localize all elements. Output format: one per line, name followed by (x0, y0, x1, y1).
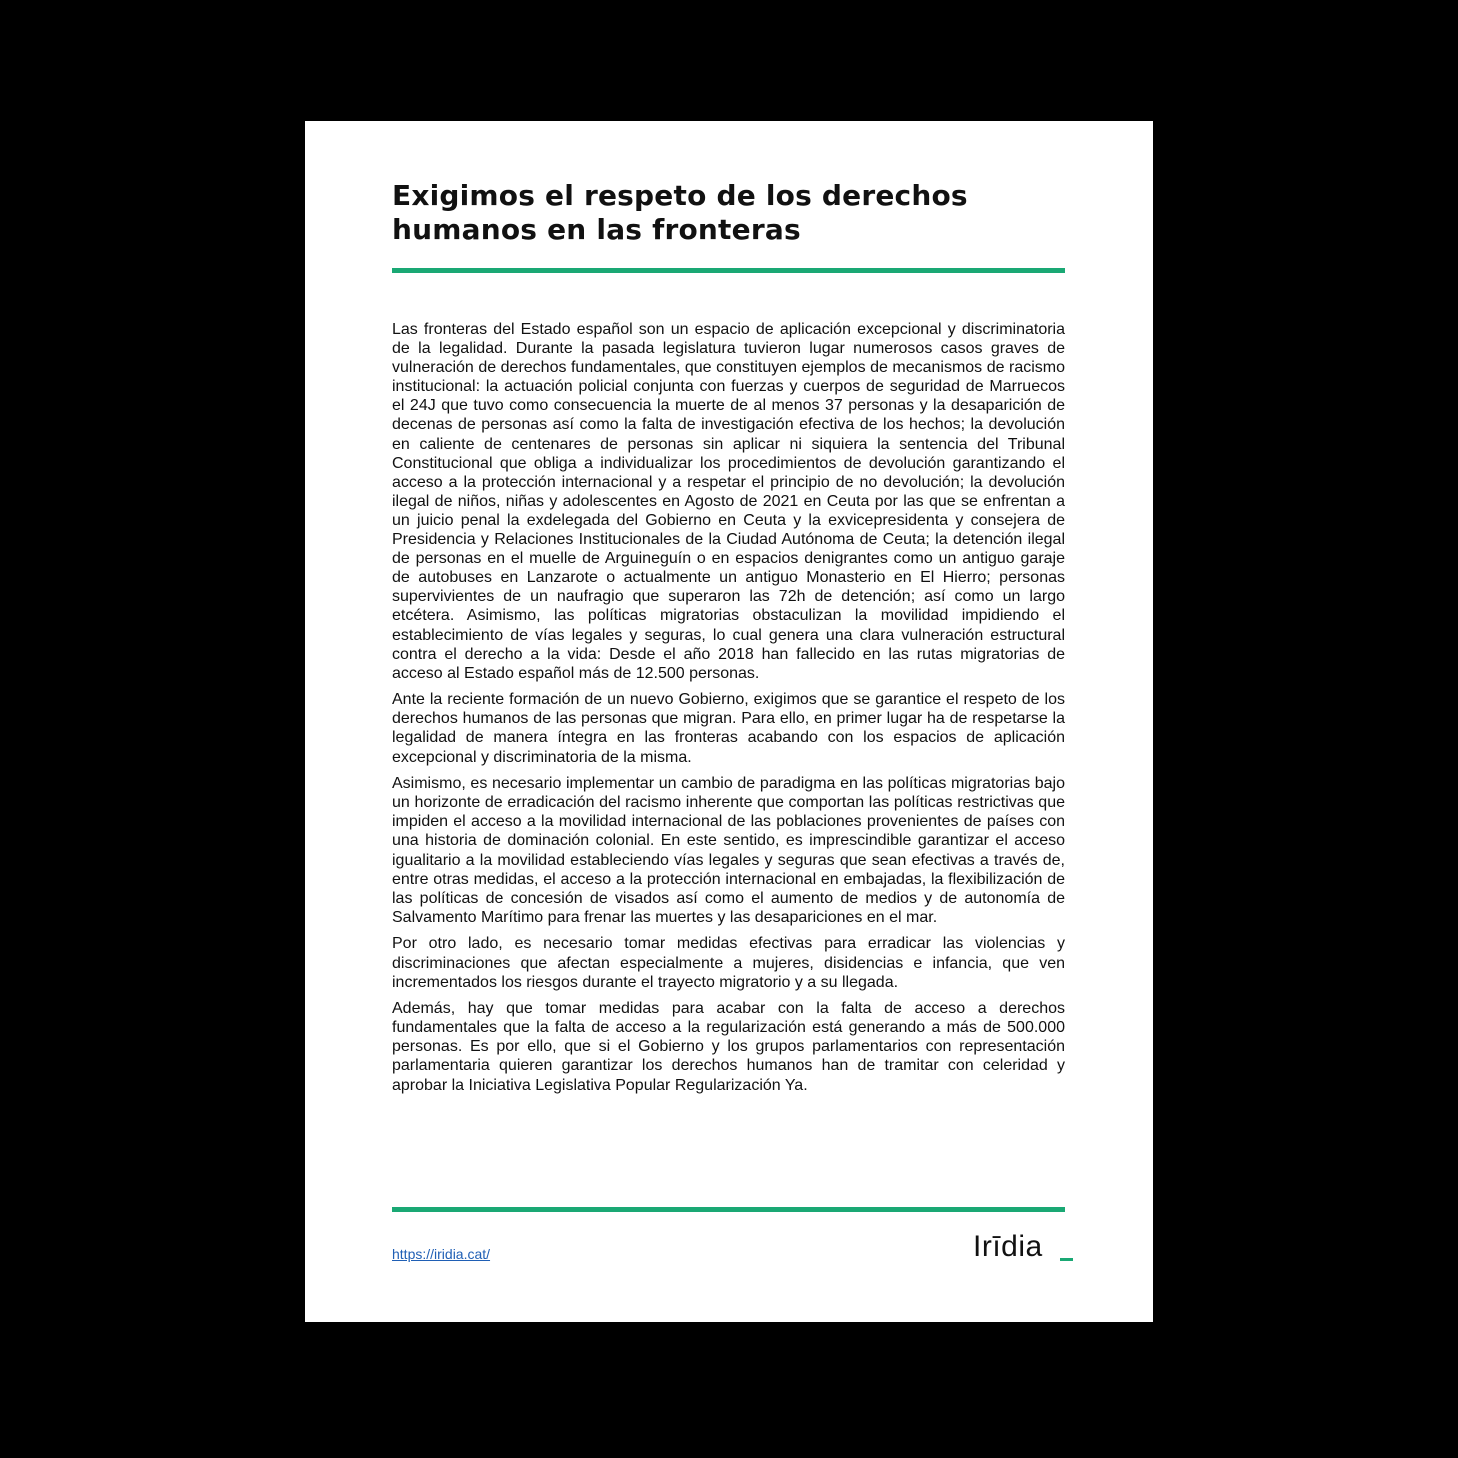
iridia-logo (973, 1227, 1073, 1267)
paragraph-5: Además, hay que tomar medidas para acabar con la falta de acceso a derechos fundamentales que la falta de acceso a la regularización está generando a más de 500.000 personas. Es por ello, que si el Gobierno y los grupos parlamentarios con representación parlamentaria quieren garantizar los derechos humanos han de tramitar con celeridad y aprobar la Iniciativa Legislativa Popular Regularización Ya. (392, 1000, 1065, 1094)
paragraph-2: Ante la reciente formación de un nuevo Gobierno, exigimos que se garantice el respeto de los derechos humanos de las personas que migran. Para ello, en primer lugar ha de respetarse la legalidad de manera íntegra en las fronteras acabando con los espacios de aplicación excepcional y discriminatoria de la misma. (392, 691, 1065, 766)
logo-underscore-mark (1060, 1258, 1073, 1261)
top-divider (392, 268, 1065, 273)
title-line-2: humanos en las fronteras (392, 213, 801, 246)
paragraph-4: Por otro lado, es necesario tomar medidas efectivas para erradicar las violencias y discriminaciones que afectan especialmente a mujeres, disidencias e infancia, que ven incrementados los riesgos durante el trayecto migratorio y a su llegada. (392, 935, 1065, 991)
document-page (305, 121, 1153, 1322)
logo-wordmark: Irīdia (973, 1230, 1043, 1263)
website-link[interactable]: https://iridia.cat/ (392, 1246, 491, 1262)
bottom-divider (392, 1207, 1065, 1212)
title-line-1: Exigimos el respeto de los derechos (392, 179, 968, 212)
paragraph-3: Asimismo, es necesario implementar un cambio de paradigma en las políticas migratorias bajo un horizonte de erradicación del racismo inherente que comportan las políticas restrictivas que impiden el acceso a la movilidad internacional de las poblaciones provenientes de países con una historia de dominación colonial. En este sentido, es imprescindible garantizar el acceso igualitario a la movilidad estableciendo vías legales y seguras que sean efectivas a través de, entre otras medidas, el acceso a la protección internacional en embajadas, la flexibilización de las políticas de concesión de visados así como el aumento de medios y de autonomía de Salvamento Marítimo para frenar las muertes y las desapariciones en el mar. (392, 775, 1065, 926)
paragraph-1: Las fronteras del Estado español son un espacio de aplicación excepcional y discriminatoria de la legalidad. Durante la pasada legislatura tuvieron lugar numerosos casos graves de vulneración de derechos fundamentales, que constituyen ejemplos de mecanismos de racismo institucional: la actuación policial conjunta con fuerzas y cuerpos de seguridad de Marruecos el 24J que tuvo como consecuencia la muerte de al menos 37 personas y la desaparición de decenas de personas así como la falta de investigación efectiva de los hechos; la devolución en caliente de centenares de personas sin aplicar ni siquiera la sentencia del Tribunal Constitucional que obliga a individualizar los procedimientos de devolución garantizando el acceso a la protección internacional y a respetar el principio de no devolución; la devolución ilegal de niños, niñas y adolescentes en Agosto de 2021 en Ceuta por las que se enfrentan a un juicio penal la exdelegada del Gobierno en Ceuta y la exvicepresidenta y consejera de Presidencia y Relaciones Institucionales de la Ciudad Autónoma de Ceuta; la detención ilegal de personas en el muelle de Arguineguín o en espacios denigrantes como un antiguo garaje de autobuses en Lanzarote o actualmente un antiguo Monasterio en El Hierro; personas supervivientes de un naufragio que superaron las 72h de detención; así como un largo etcétera. Asimismo, las políticas migratorias obstaculizan la movilidad impidiendo el establecimiento de vías legales y seguras, lo cual genera una clara vulneración estructural contra el derecho a la vida: Desde el año 2018 han fallecido en las rutas migratorias de acceso al Estado español más de 12.500 personas. (392, 321, 1065, 682)
page-title (392, 179, 1072, 247)
document-body (392, 320, 1065, 1102)
